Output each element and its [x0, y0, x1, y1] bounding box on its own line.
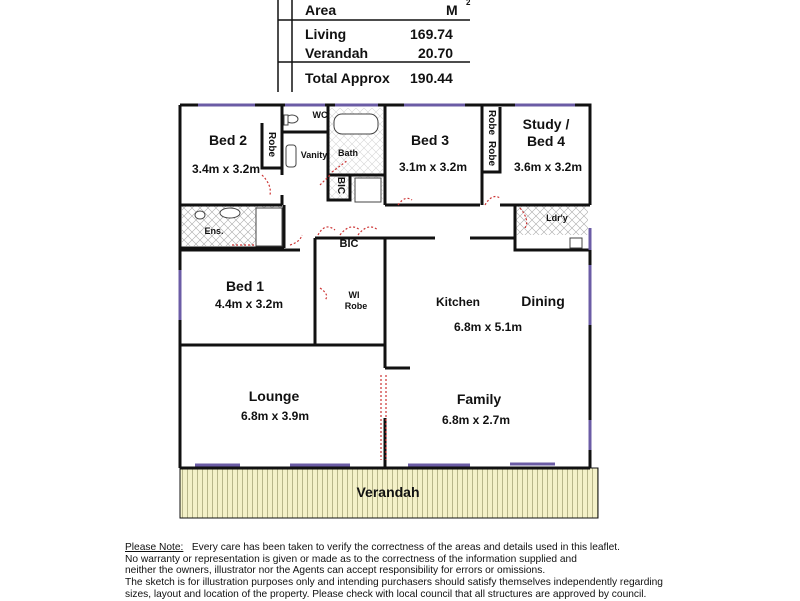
bath-bic: BIC: [335, 176, 347, 195]
note-line-5: sizes, layout and location of the property. Please check with local council that all structures are approved by council.: [125, 588, 647, 600]
bed3-dim: 3.1m x 3.2m: [398, 160, 468, 174]
note-line-3: neither the owners, illustrator nor the Agents can accept responsibility for errors or omissions.: [125, 565, 546, 577]
living-label: Living: [305, 26, 347, 42]
wi-robe-1: WI: [348, 290, 360, 300]
bed3-robe-a: Robe: [486, 110, 497, 135]
verandah-name: Verandah: [356, 484, 420, 500]
bed3-robe-b: Robe: [486, 141, 497, 166]
unit-superscript: 2: [466, 0, 471, 7]
wi-robe-2: Robe: [344, 301, 368, 311]
lounge-name: Lounge: [248, 388, 300, 404]
bed2-dim: 3.4m x 3.2m: [191, 162, 261, 176]
verandah-label: Verandah: [305, 45, 369, 61]
bed2-robe: Robe: [266, 132, 277, 157]
laundry-label: Ldr'y: [546, 213, 568, 223]
hall-bic: BIC: [339, 238, 359, 250]
kitchen-dim: 6.8m x 5.1m: [453, 320, 523, 334]
wc-label: WC: [312, 110, 328, 120]
ensuite-label: Ens.: [204, 226, 224, 236]
vanity-label: Vanity: [300, 150, 328, 160]
note-line-4: The sketch is for illustration purposes only and intending purchasers should satisfy themselves independently regarding: [125, 577, 663, 589]
note-line-1: [125, 542, 685, 554]
total-label: Total Approx: [305, 70, 390, 86]
note-line-2: No warranty or representation is given or made as to the correctness of the information supplied and: [125, 553, 577, 565]
study-name-1: Study /: [522, 116, 570, 132]
family-dim: 6.8m x 2.7m: [441, 413, 511, 427]
note-heading: Please Note:: [125, 542, 184, 553]
study-name-2: Bed 4: [526, 133, 566, 149]
verandah-value: 20.70: [418, 45, 454, 61]
lounge-dim: 6.8m x 3.9m: [240, 409, 310, 423]
study-dim: 3.6m x 3.2m: [513, 160, 583, 174]
unit-header: M: [446, 2, 458, 18]
bed1-name: Bed 1: [225, 278, 265, 294]
kitchen-name: Kitchen: [435, 295, 481, 309]
total-value: 190.44: [410, 70, 453, 86]
family-name: Family: [456, 391, 502, 407]
area-header: Area: [305, 2, 337, 18]
bed3-name: Bed 3: [410, 132, 450, 148]
bed1-dim: 4.4m x 3.2m: [214, 297, 284, 311]
dining-name: Dining: [521, 293, 565, 309]
bed2-name: Bed 2: [208, 132, 248, 148]
disclaimer-note: [125, 542, 685, 601]
living-value: 169.74: [410, 26, 453, 42]
note-line-1-text: Every care has been taken to verify the correctness of the areas and details used in this leaflet.: [183, 542, 620, 553]
bath-label: Bath: [338, 148, 358, 158]
